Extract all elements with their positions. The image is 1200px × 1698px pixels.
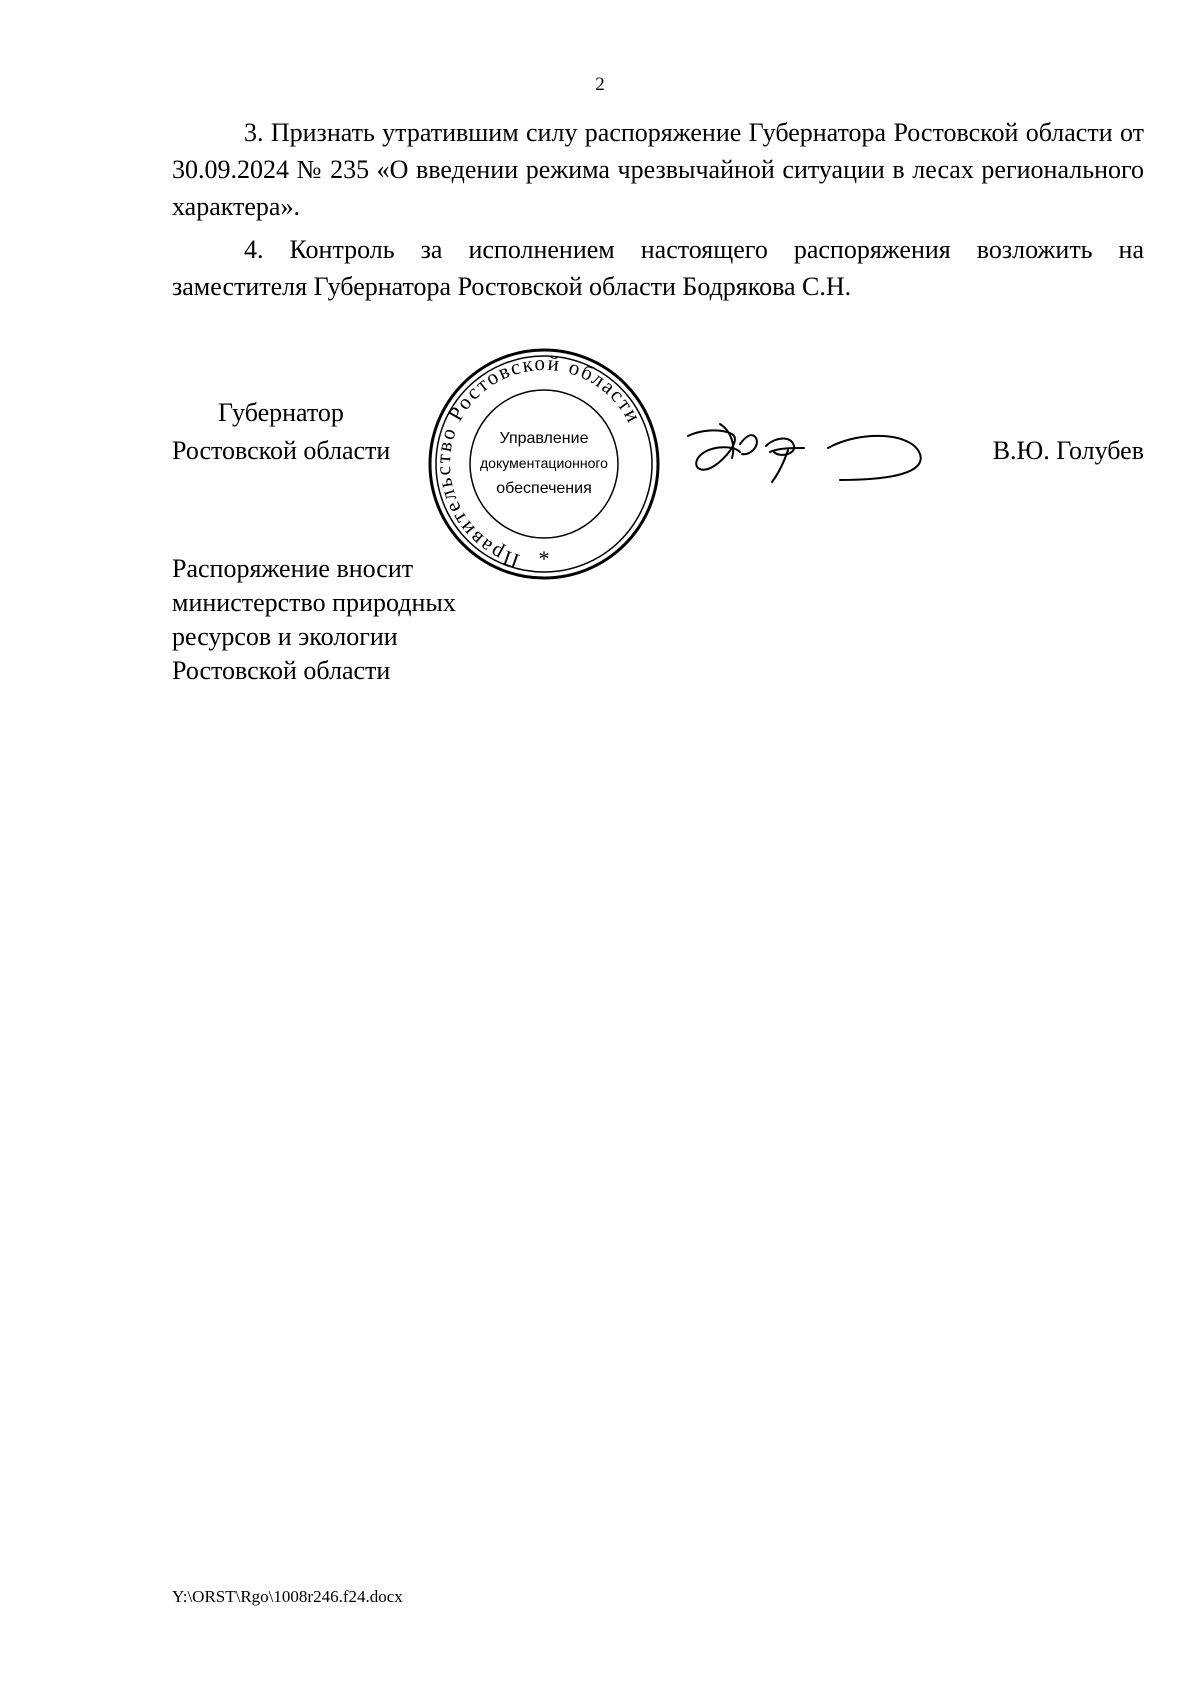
page-number: 2 xyxy=(595,74,605,95)
document-body xyxy=(172,114,1144,311)
seal-center-line1: Управление xyxy=(499,430,589,447)
seal-star: * xyxy=(538,546,550,571)
clause-3: 3. Признать утратившим силу распоряжение Губернатора Ростовской области от 30.09.2024 № 235 «О введении режима чрезвычайной ситуации в лесах регионального характера». xyxy=(172,118,1144,221)
clause-4: 4. Контроль за исполнением настоящего распоряжения возложить на заместителя Губернатора Ростовской области Бодрякова С.Н. xyxy=(172,235,1144,301)
handwritten-signature xyxy=(680,400,940,510)
submitted-by-line4: Ростовской области xyxy=(172,656,391,685)
official-seal xyxy=(428,348,660,580)
submitted-by-line3: ресурсов и экологии xyxy=(172,622,398,651)
submitted-by-line1: Распоряжение вносит xyxy=(172,554,414,583)
seal-ring-text: Правительство Ростовской области xyxy=(430,350,647,574)
signer-name: В.Ю. Голубев xyxy=(992,436,1144,465)
seal-center-line2: документационного xyxy=(480,455,609,471)
footer-file-path: Y:\ORST\Rgo\1008r246.f24.docx xyxy=(172,1587,403,1606)
submitted-by-line2: министерство природных xyxy=(172,588,456,617)
signer-title-line1: Губернатор xyxy=(218,398,344,427)
signer-title-line2: Ростовской области xyxy=(172,436,391,465)
signer-title xyxy=(172,394,390,470)
submitted-by xyxy=(172,552,456,688)
seal-center-line3: обеспечения xyxy=(496,480,592,497)
